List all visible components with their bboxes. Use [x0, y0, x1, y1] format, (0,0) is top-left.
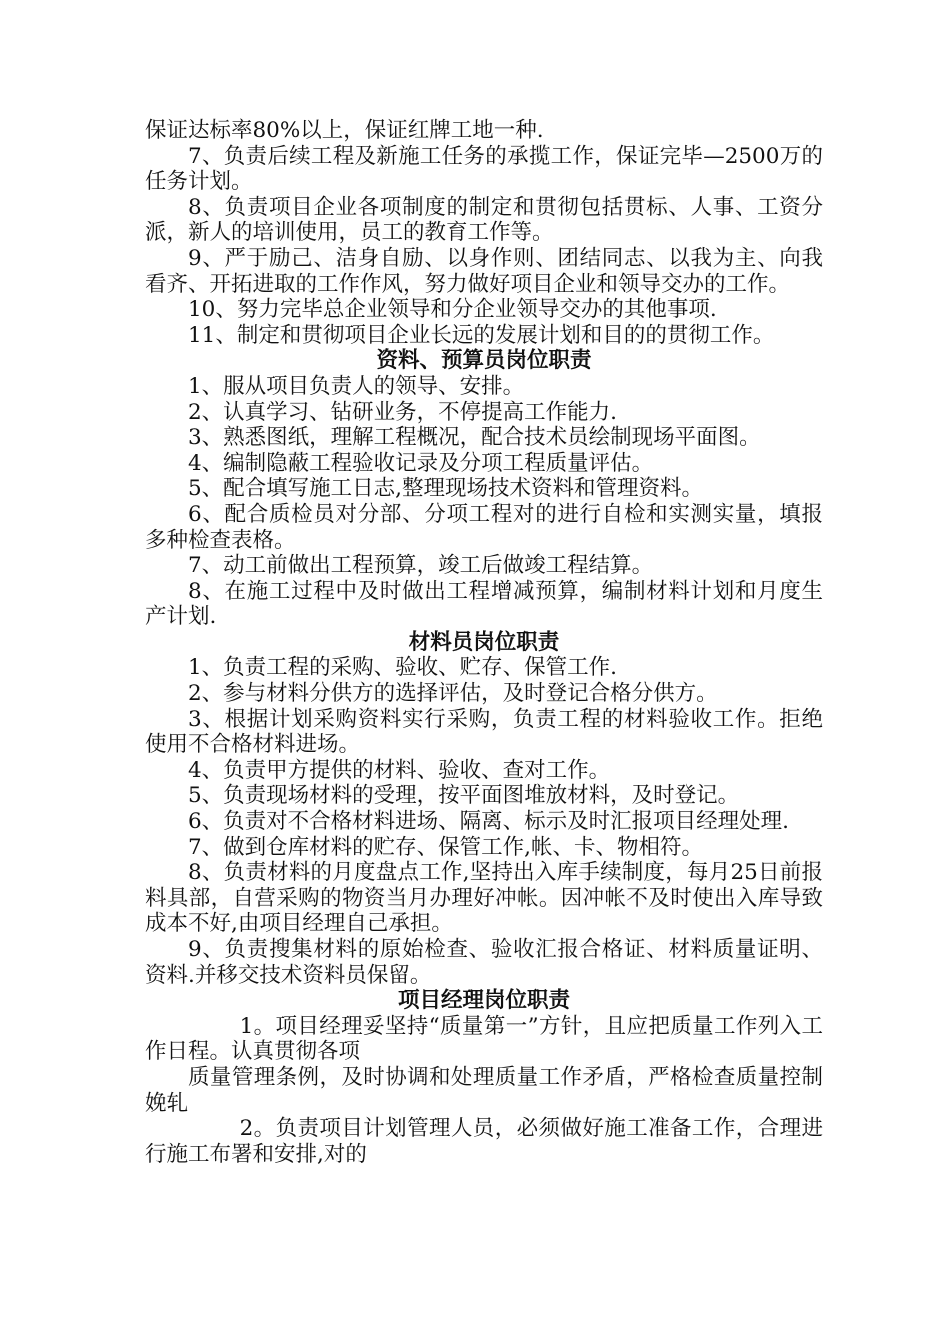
list-item: 9、负责搜集材料的原始检查、验收汇报合格证、材料质量证明、资料.并移交技术资料员保留。 — [145, 937, 823, 988]
list-item: 6、配合质检员对分部、分项工程对的进行自检和实测实量，填报多种检查表格。 — [145, 501, 823, 553]
paragraph: 9、严于励己、洁身自励、以身作则、团结同志、以我为主、向我看齐、开拓进取的工作作风，努力做好项目企业和领导交办的工作。 — [145, 245, 823, 297]
list-item: 1。项目经理妥坚持“质量第一”方针，且应把质量工作列入工作日程。认真贯彻各项 — [145, 1013, 823, 1065]
list-item: 6、负责对不合格材料进场、隔离、标示及时汇报项目经理处理. — [188, 809, 790, 835]
paragraph: 质量管理条例，及时协调和处理质量工作矛盾，严格检查质量控制娩轧 — [145, 1064, 823, 1116]
paragraph: 10、努力完毕总企业领导和分企业领导交办的其他事项. — [188, 297, 717, 323]
paragraph: 保证达标率80%以上，保证红牌工地一种. — [145, 118, 544, 143]
list-item: 2、参与材料分供方的选择评估，及时登记合格分供方。 — [188, 681, 718, 707]
list-item: 8、在施工过程中及时做出工程增减预算，编制材料计划和月度生产计划. — [145, 578, 823, 630]
section-heading: 项目经理岗位职责 — [397, 988, 570, 1014]
list-item: 5、配合填写施工日志,整理现场技术资料和管理资料。 — [188, 476, 704, 502]
list-item: 5、负责现场材料的受理，按平面图堆放材料，及时登记。 — [188, 783, 740, 809]
paragraph: 8、负责项目企业各项制度的制定和贯彻包括贯标、人事、工资分派，新人的培训使用，员工的教育工作等。 — [145, 194, 823, 246]
document-page — [145, 118, 823, 1167]
list-item: 3、根据计划采购资料实行采购，负责工程的材料验收工作。拒绝使用不合格材料进场。 — [145, 706, 823, 758]
section-heading: 材料员岗位职责 — [408, 629, 560, 655]
list-item: 2、认真学习、钻研业务，不停提高工作能力. — [188, 399, 618, 425]
paragraph: 11、制定和贯彻项目企业长远的发展计划和目的的贯彻工作。 — [188, 322, 775, 348]
list-item: 4、负责甲方提供的材料、验收、查对工作。 — [188, 757, 611, 783]
list-item: 1、服从项目负责人的领导、安排。 — [188, 373, 525, 399]
list-item: 8、负责材料的月度盘点工作,坚持出入库手续制度，每月25日前报料具部，自营采购的物资当月办理好冲帐。因冲帐不及时使出入库导致成本不好,由项目经理自己承担。 — [145, 860, 823, 937]
list-item: 4、编制隐蔽工程验收记录及分项工程质量评估。 — [188, 450, 654, 476]
list-item: 2。负责项目计划管理人员，必须做好施工准备工作，合理进行施工布署和安排,对的 — [145, 1116, 823, 1167]
section-heading: 资料、预算员岗位职责 — [376, 348, 592, 374]
list-item: 3、熟悉图纸，理解工程概况，配合技术员绘制现场平面图。 — [188, 425, 761, 451]
list-item: 7、动工前做出工程预算，竣工后做竣工程结算。 — [188, 553, 654, 579]
list-item: 1、负责工程的采购、验收、贮存、保管工作. — [188, 655, 618, 681]
paragraph: 7、负责后续工程及新施工任务的承揽工作，保证完毕—2500万的任务计划。 — [145, 143, 823, 195]
list-item: 7、做到仓库材料的贮存、保管工作,帐、卡、物相符。 — [188, 834, 704, 860]
